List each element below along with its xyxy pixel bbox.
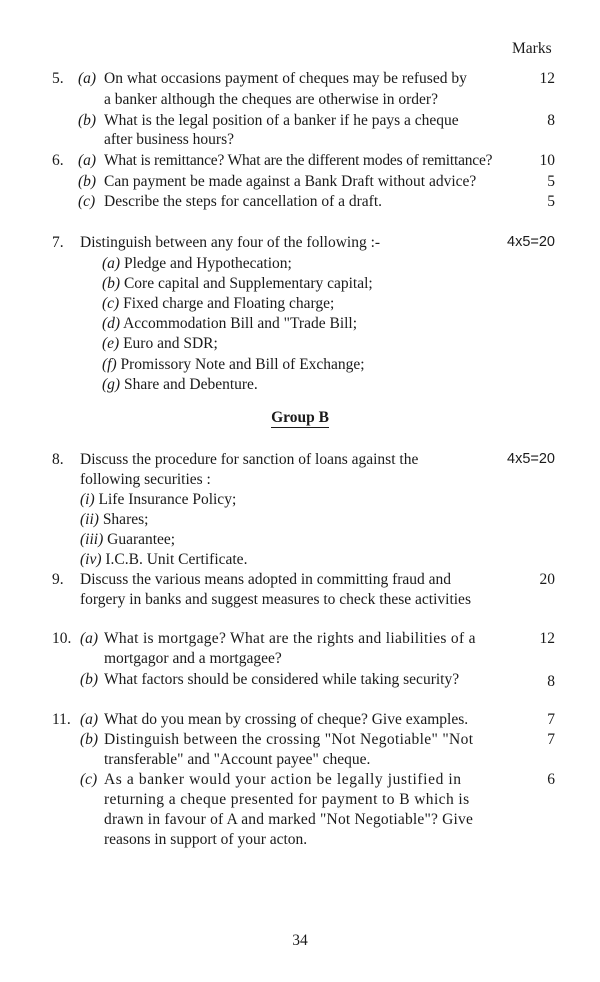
item-label: (a): [102, 255, 121, 272]
question-text: returning a cheque presented for payment to B which is: [104, 791, 470, 808]
page-number: 34: [292, 932, 308, 949]
question-text: Discuss the various means adopted in committing fraud and: [80, 571, 452, 588]
sub-label: (c): [80, 771, 98, 788]
question-text: Can payment be made against a Bank Draft without advice?: [104, 173, 477, 190]
question-text: drawn in favour of A and marked "Not Negotiable"? Give: [104, 811, 474, 828]
question-text: Discuss the procedure for sanction of loans against the: [80, 451, 419, 468]
sub-label: (a): [78, 70, 97, 87]
question-number: 6.: [52, 152, 64, 169]
marks-value: 12: [539, 70, 555, 87]
item-text: Share and Debenture.: [123, 376, 258, 393]
item-text: Core capital and Supplementary capital;: [123, 275, 373, 292]
marks-value: 8: [547, 112, 555, 129]
list-item: [80, 549, 247, 570]
question-number: 5.: [52, 70, 64, 87]
item-label: (iv): [80, 551, 102, 568]
question-text: transferable" and "Account payee" cheque.: [104, 751, 371, 768]
marks-column-header: Marks: [512, 40, 552, 57]
item-label: (e): [102, 335, 120, 352]
question-text: forgery in banks and suggest measures to check these activities: [80, 591, 471, 608]
marks-value: 12: [539, 630, 555, 647]
list-item: [102, 354, 365, 375]
item-text: I.C.B. Unit Certificate.: [105, 551, 248, 568]
question-text: What do you mean by crossing of cheque? Give examples.: [104, 711, 469, 728]
list-item: [80, 509, 148, 530]
question-number: 8.: [52, 451, 64, 468]
item-label: (i): [80, 491, 95, 508]
question-text: Describe the steps for cancellation of a draft.: [104, 193, 383, 210]
sub-label: (b): [78, 173, 97, 190]
marks-value: 6: [547, 771, 555, 788]
item-text: Pledge and Hypothecation;: [123, 255, 292, 272]
marks-value: 4x5=20: [507, 451, 555, 467]
list-item: [102, 253, 292, 274]
item-text: Euro and SDR;: [123, 335, 218, 352]
item-label: (ii): [80, 511, 99, 528]
question-text: after business hours?: [104, 131, 234, 148]
marks-value: 10: [539, 152, 555, 169]
item-label: (iii): [80, 531, 104, 548]
question-text: mortgagor and a mortgagee?: [104, 650, 282, 667]
item-label: (d): [102, 315, 121, 332]
item-text: Life Insurance Policy;: [98, 491, 237, 508]
list-item: [102, 313, 357, 334]
sub-label: (a): [80, 711, 99, 728]
marks-value: 7: [547, 731, 555, 748]
list-item: [80, 529, 175, 550]
item-label: (f): [102, 356, 117, 373]
question-text: On what occasions payment of cheques may be refused by: [104, 70, 467, 87]
sub-label: (b): [78, 112, 97, 129]
marks-value: 20: [539, 571, 555, 588]
question-text: reasons in support of your acton.: [104, 831, 308, 848]
marks-value: 7: [547, 711, 555, 728]
question-number: 7.: [52, 234, 64, 251]
question-number: 11.: [52, 711, 71, 728]
marks-value: 4x5=20: [507, 234, 555, 250]
group-heading: [0, 407, 600, 428]
item-text: Promissory Note and Bill of Exchange;: [120, 356, 365, 373]
question-number: 10.: [52, 630, 72, 647]
list-item: [102, 333, 218, 354]
question-text: As a banker would your action be legally justified in: [104, 771, 462, 788]
item-label: (g): [102, 376, 121, 393]
question-text: following securities :: [80, 471, 211, 488]
question-text: a banker although the cheques are otherwise in order?: [104, 91, 438, 108]
sub-label: (b): [80, 731, 99, 748]
question-text: What is mortgage? What are the rights and liabilities of a: [104, 630, 476, 647]
item-text: Shares;: [102, 511, 149, 528]
sub-label: (b): [80, 671, 99, 688]
sub-label: (c): [78, 193, 96, 210]
sub-label: (a): [78, 152, 97, 169]
item-label: (c): [102, 295, 120, 312]
list-item: [102, 293, 334, 314]
question-text: Distinguish between the crossing "Not Negotiable" "Not: [104, 731, 474, 748]
question-text: What is remittance? What are the different modes of remittance?: [104, 152, 493, 169]
marks-value: 8: [547, 673, 555, 690]
question-text: Distinguish between any four of the following :-: [80, 234, 381, 251]
item-text: Guarantee;: [107, 531, 176, 548]
question-text: What is the legal position of a banker if he pays a cheque: [104, 112, 459, 129]
question-text: What factors should be considered while taking security?: [104, 671, 460, 688]
list-item: [102, 374, 258, 395]
marks-value: 5: [547, 193, 555, 210]
marks-value: 5: [547, 173, 555, 190]
group-title-text: Group B: [271, 409, 329, 426]
item-text: Fixed charge and Floating charge;: [123, 295, 335, 312]
item-label: (b): [102, 275, 121, 292]
list-item: [102, 273, 373, 294]
sub-label: (a): [80, 630, 99, 647]
question-number: 9.: [52, 571, 64, 588]
list-item: [80, 489, 236, 510]
item-text: Accommodation Bill and "Trade Bill;: [123, 315, 358, 332]
